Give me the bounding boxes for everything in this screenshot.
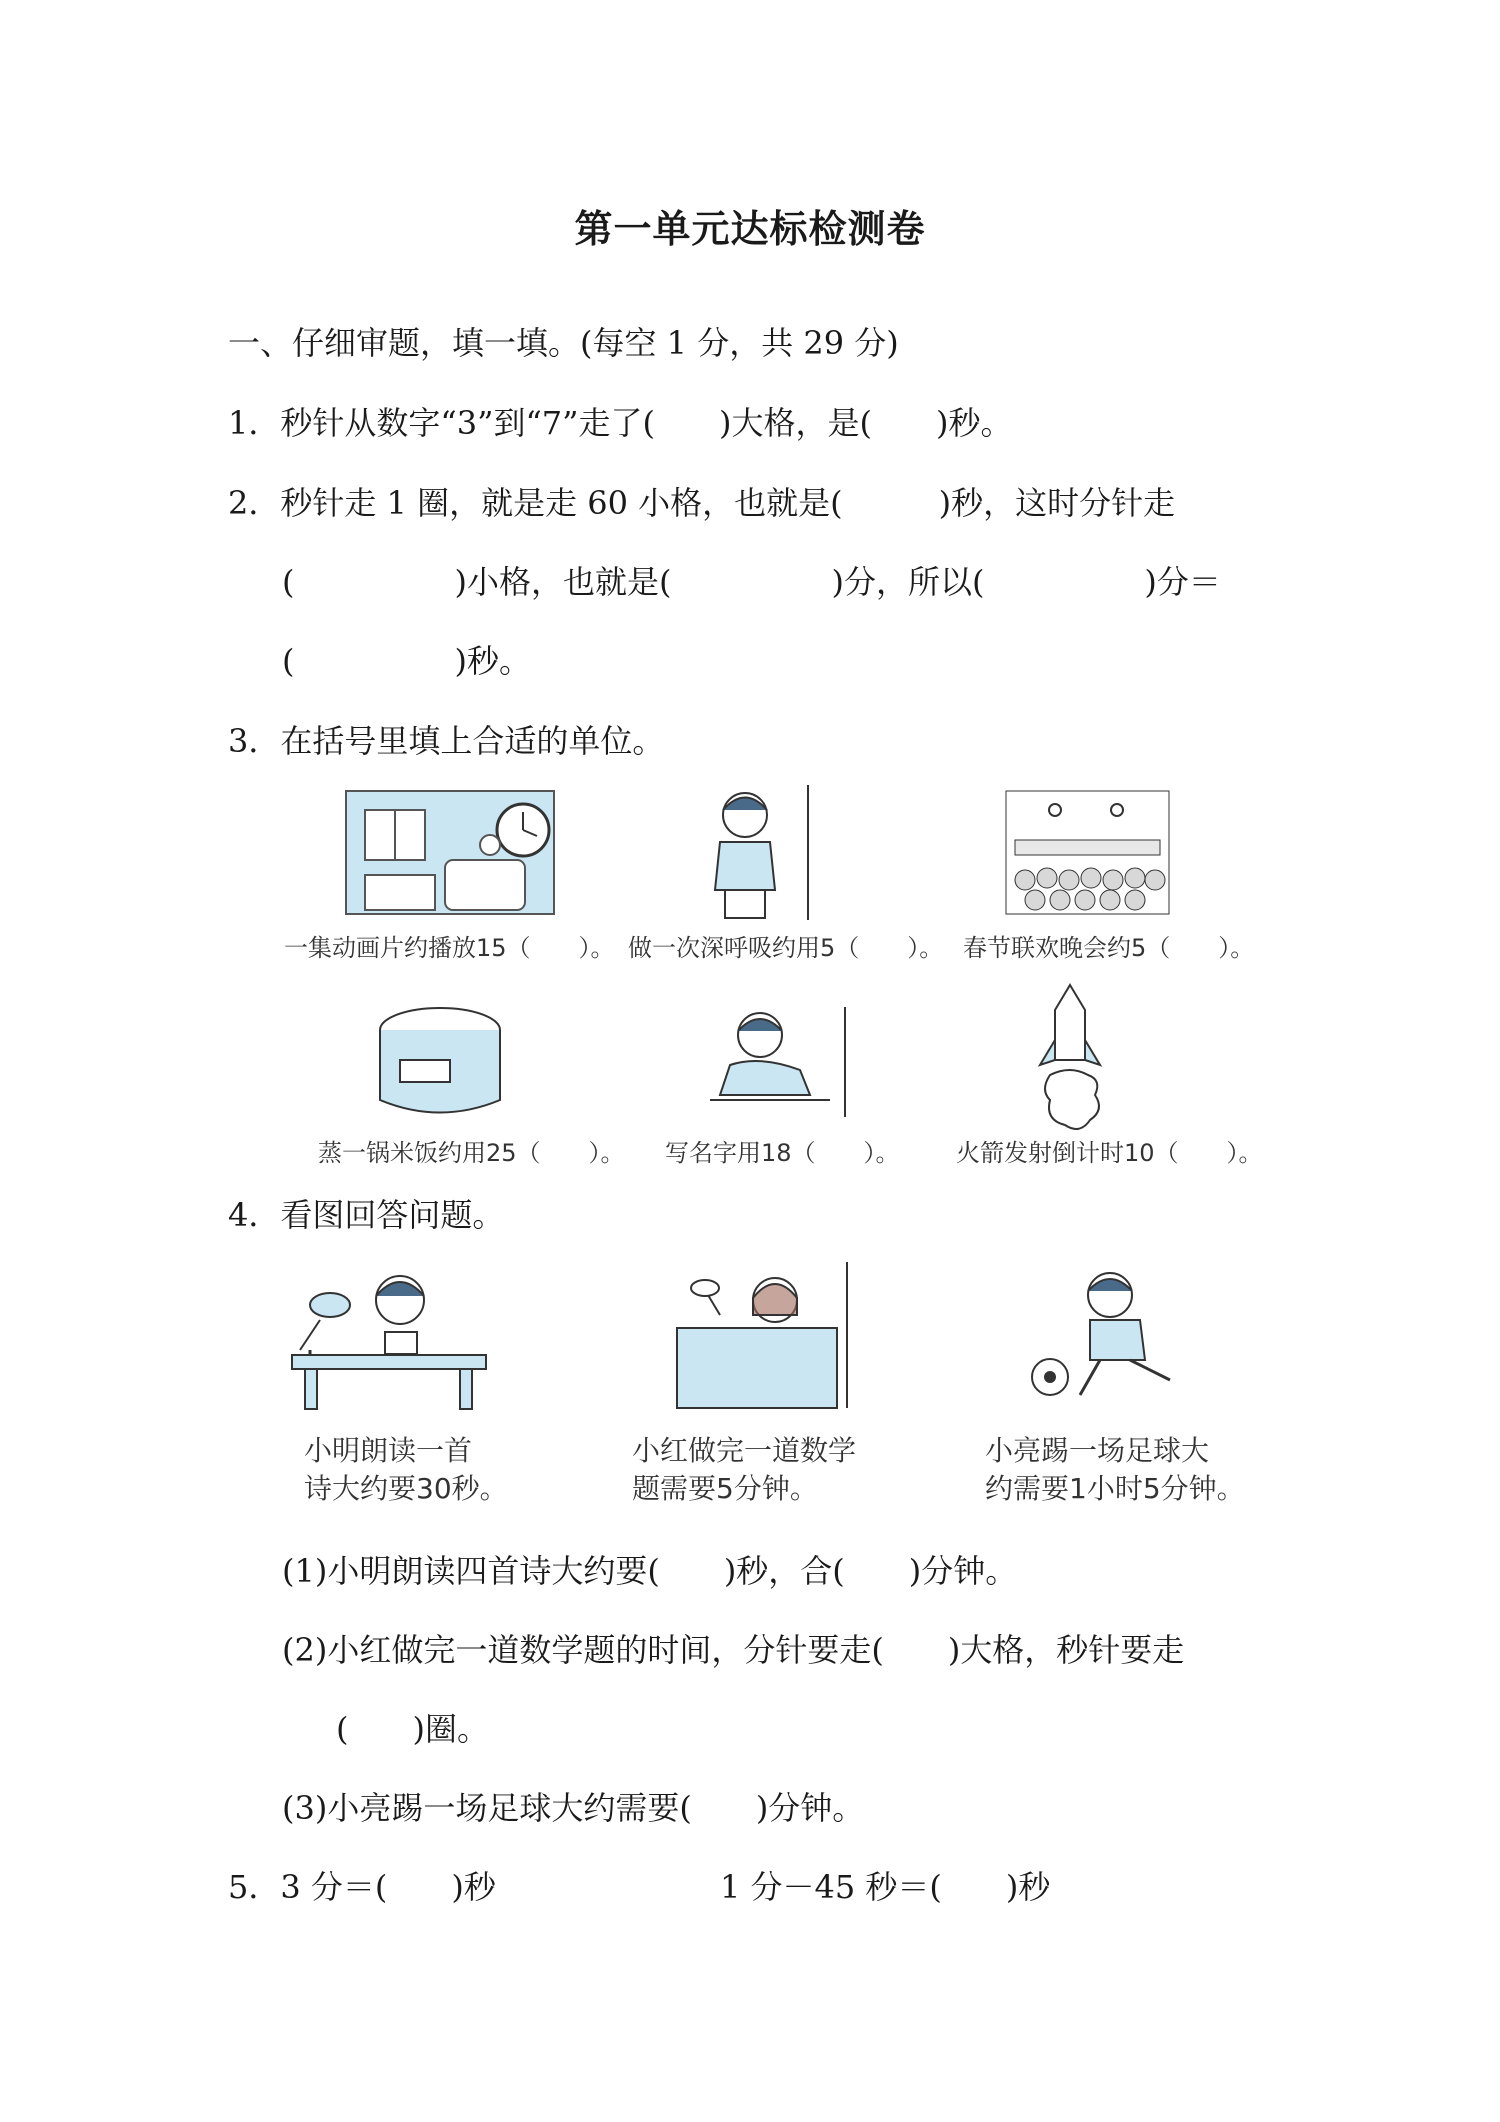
unit-caption: 蒸一锅米饭约用25（ ）。 xyxy=(318,1139,625,1167)
story-caption-liang xyxy=(985,1432,1245,1508)
caption-line: 约需要1小时5分钟。 xyxy=(985,1472,1245,1505)
story-caption-hong xyxy=(632,1432,856,1508)
unit-caption: 春节联欢晚会约5（ ）。 xyxy=(963,934,1255,962)
gala-stage-illustration xyxy=(1005,790,1170,915)
question-4-prompt: 4．看图回答问题。 xyxy=(228,1196,505,1234)
page-title: 第一单元达标检测卷 xyxy=(574,207,926,251)
unit-caption: 写名字用18（ ）。 xyxy=(665,1139,900,1167)
question-3-prompt: 3．在括号里填上合适的单位。 xyxy=(228,722,665,760)
unit-caption: 做一次深呼吸约用5（ ）。 xyxy=(628,934,944,962)
question-4-sub-1: (1)小明朗读四首诗大约要( )秒，合( )分钟。 xyxy=(282,1552,1018,1590)
question-1: 1．秒针从数字“3”到“7”走了( )大格，是( )秒。 xyxy=(228,404,1013,442)
caption-line: 题需要5分钟。 xyxy=(632,1472,818,1505)
soccer-boy-illustration xyxy=(1020,1265,1190,1415)
question-4-sub-2-line-1: (2)小红做完一道数学题的时间，分针要走( )大格，秒针要走 xyxy=(282,1631,1185,1669)
section-heading: 一、仔细审题，填一填。(每空 1 分，共 29 分) xyxy=(228,324,899,362)
homework-girl-illustration xyxy=(675,1260,855,1410)
breathing-boy-illustration xyxy=(690,780,820,920)
unit-caption: 一集动画片约播放15（ ）。 xyxy=(284,934,615,962)
reading-boy-illustration xyxy=(290,1260,490,1410)
caption-line: 小红做完一道数学 xyxy=(632,1434,857,1467)
rice-cooker-illustration xyxy=(370,1000,510,1130)
question-4-sub-2-line-2: ( )圈。 xyxy=(336,1710,489,1748)
question-2-line-2: ( )小格，也就是( )分，所以( )分＝ xyxy=(282,563,1221,601)
caption-line: 小明朗读一首 xyxy=(304,1434,473,1467)
unit-caption: 火箭发射倒计时10（ ）。 xyxy=(956,1139,1263,1167)
tv-cartoon-illustration xyxy=(345,790,555,915)
caption-line: 小亮踢一场足球大 xyxy=(985,1434,1210,1467)
question-5-right: 1 分－45 秒＝( )秒 xyxy=(720,1868,1051,1906)
question-2-line-3: ( )秒。 xyxy=(282,642,531,680)
rocket-illustration xyxy=(1020,980,1120,1140)
question-4-sub-3: (3)小亮踢一场足球大约需要( )分钟。 xyxy=(282,1789,865,1827)
caption-line: 诗大约要30秒。 xyxy=(304,1472,508,1505)
writing-boy-illustration xyxy=(700,1005,855,1120)
question-5-left: 5．3 分＝( )秒 xyxy=(228,1868,496,1906)
question-2-line-1: 2．秒针走 1 圈，就是走 60 小格，也就是( )秒，这时分针走 xyxy=(228,484,1176,522)
story-caption-ming xyxy=(304,1432,508,1508)
